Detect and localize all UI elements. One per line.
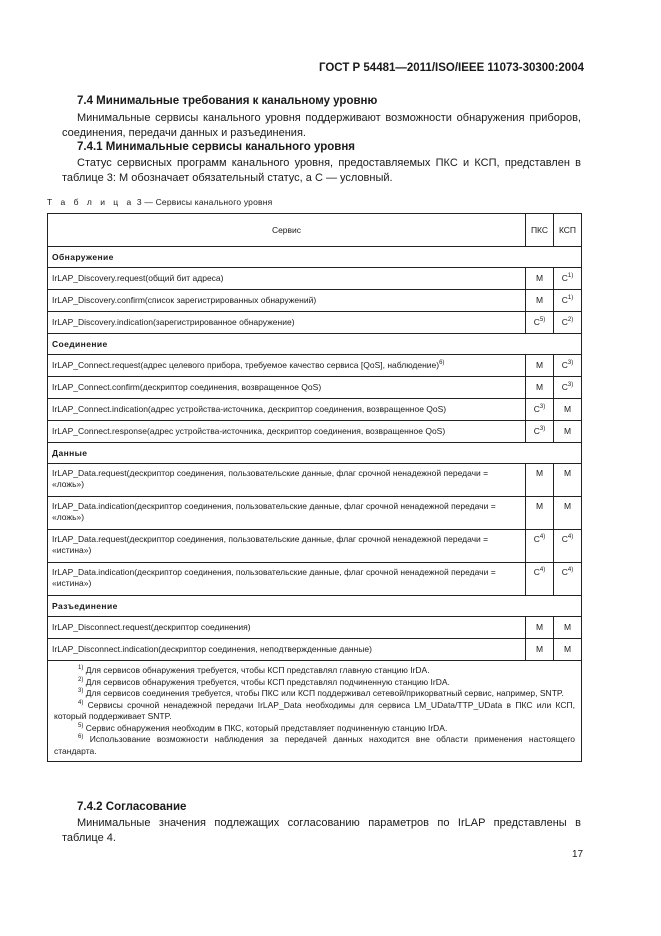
table-row [48,497,582,530]
service-name: IrLAP_Connect.request(адрес целевого прибора, требуемое качество сервиса [QoS], наблюдение) [52,360,440,370]
service-name: IrLAP_Data.request(дескриптор соединения, пользовательские данные, флаг срочной ненадежной передачи = «ложь») [52,468,489,489]
status-value: C [561,295,568,305]
status-value: C [533,567,540,577]
group-row [48,443,582,464]
status-value: C [561,317,568,327]
ksp-status-cell [554,617,582,639]
section-7-4-title: 7.4 Минимальные требования к канальному уровню [77,95,378,107]
service-cell [48,421,526,443]
footnote-ref: 5) [539,317,546,324]
footnote-ref: 4) [567,567,574,574]
group-row [48,247,582,268]
footnote-number: 3) [78,688,84,695]
header-ksp: КСП [554,214,582,247]
footnote-text: Для сервисов обнаружения требуется, чтобы КСП представлял главную станцию IrDA. [85,665,430,675]
table-row [48,617,582,639]
ksp-status-cell [554,355,582,377]
footnote-ref: 3) [539,426,546,433]
section-7-4-1-title: 7.4.1 Минимальные сервисы канального уровня [77,141,356,153]
service-cell [48,639,526,661]
ksp-status-cell [554,421,582,443]
pks-status-cell [526,639,554,661]
status-value: M [535,622,544,632]
service-cell [48,268,526,290]
service-cell [48,530,526,563]
pks-status-cell [526,399,554,421]
section-7-4-1-body: Статус сервисных программ канального уровня, предоставляемых ПКС и КСП, представлен в таблице 3: M обозначает обязательный статус, а C — условный. [62,157,581,184]
header-service: Сервис [48,214,526,247]
service-cell [48,355,526,377]
footnote-ref: 1) [567,295,574,302]
notes-row [48,661,582,762]
status-value: M [535,360,544,370]
footnote-text: Для сервисов обнаружения требуется, чтобы КСП представлял подчиненную станцию IrDA. [85,676,450,687]
pks-status-cell [526,464,554,497]
status-value: M [563,468,572,478]
footnote-ref: 4) [567,534,574,541]
footnote-number: 6) [78,734,84,741]
status-value: C [533,534,540,544]
footnote [54,723,575,735]
pks-status-cell [526,355,554,377]
service-cell [48,290,526,312]
group-row [48,596,582,617]
status-value: M [563,644,572,654]
service-name: IrLAP_Connect.response(адрес устройства-источника, дескриптор соединения, возвращенное QoS) [52,426,446,436]
table-caption-text: 3 — Сервисы канального уровня [136,197,273,207]
group-label: Разъединение [48,596,582,617]
ksp-status-cell [554,639,582,661]
service-name: IrLAP_Connect.indication(адрес устройства-источника, дескриптор соединения, возвращенное QoS) [52,404,447,414]
status-value: C [533,426,540,436]
ksp-status-cell [554,290,582,312]
section-7-4-2-title: 7.4.2 Согласование [77,801,187,813]
table-row [48,355,582,377]
status-value: C [561,567,568,577]
footnote-ref: 3) [567,382,574,389]
footnote-ref: 2) [567,317,574,324]
group-row [48,334,582,355]
footnote-ref: 6) [439,360,445,367]
table-row [48,290,582,312]
footnote [54,734,575,757]
pks-status-cell [526,312,554,334]
service-cell [48,312,526,334]
service-cell [48,377,526,399]
pks-status-cell [526,617,554,639]
footnote-ref: 4) [539,534,546,541]
service-cell [48,563,526,596]
services-table [47,213,582,762]
table-row [48,268,582,290]
ksp-status-cell [554,497,582,530]
service-name: IrLAP_Data.indication(дескриптор соединения, пользовательские данные, флаг срочной ненадежной передачи = «истина») [52,567,496,588]
footnote-ref: 1) [567,273,574,280]
status-value: C [561,273,568,283]
status-value: M [535,273,544,283]
service-cell [48,464,526,497]
service-name: IrLAP_Connect.confirm(дескриптор соединения, возвращенное QoS) [52,382,322,392]
table-row [48,639,582,661]
pks-status-cell [526,497,554,530]
status-value: M [535,644,544,654]
footnote-number: 5) [78,722,84,729]
service-name: IrLAP_Data.request(дескриптор соединения, пользовательские данные, флаг срочной ненадежной передачи = «истина») [52,534,489,555]
document-header: ГОСТ Р 54481—2011/ISO/IEEE 11073-30300:2004 [318,62,584,74]
service-cell [48,617,526,639]
status-value: M [535,382,544,392]
pks-status-cell [526,290,554,312]
service-name: IrLAP_Discovery.request(общий бит адреса) [52,273,224,283]
service-name: IrLAP_Disconnect.request(дескриптор соединения) [52,622,251,632]
status-value: C [533,317,540,327]
table-row [48,563,582,596]
section-7-4-text [62,111,581,141]
ksp-status-cell [554,268,582,290]
page-number: 17 [572,849,584,860]
group-label: Соединение [48,334,582,355]
ksp-status-cell [554,399,582,421]
pks-status-cell [526,563,554,596]
footnote-ref: 3) [539,404,546,411]
ksp-status-cell [554,312,582,334]
table-row [48,421,582,443]
footnote-text: Для сервисов соединения требуется, чтобы ПКС или КСП поддерживал сетевой/прикорватный сервис, например, SNTP. [85,688,564,698]
footnote-number: 1) [78,665,84,672]
footnote-text: Использование возможности наблюдения за передачей данных находится вне области применения настоящего стандарта. [54,734,575,756]
service-cell [48,497,526,530]
status-value: M [563,404,572,414]
pks-status-cell [526,530,554,563]
table-row [48,377,582,399]
service-name: IrLAP_Discovery.indication(зарегистрированное обнаружение) [52,317,295,327]
footnote-number: 4) [78,699,84,706]
section-7-4-2-text [62,816,581,846]
service-name: IrLAP_Disconnect.indication(дескриптор соединения, неподтвержденные данные) [52,644,372,654]
service-name: IrLAP_Data.indication(дескриптор соединения, пользовательские данные, флаг срочной ненадежной передачи = «ложь») [52,501,496,522]
footnote-ref: 3) [567,360,574,367]
section-7-4-2-body: Минимальные значения подлежащих согласованию параметров по IrLAP представлены в таблице 4. [62,817,581,844]
status-value: M [535,295,544,305]
ksp-status-cell [554,563,582,596]
footnote [54,688,575,700]
footnote [54,677,575,689]
status-value: C [533,404,540,414]
pks-status-cell [526,377,554,399]
ksp-status-cell [554,530,582,563]
footnote-ref: 4) [539,567,546,574]
ksp-status-cell [554,464,582,497]
pks-status-cell [526,421,554,443]
notes-cell [48,661,582,762]
footnote-text: Сервис обнаружения необходим в ПКС, который представляет подчиненную станцию IrDA. [85,722,448,733]
section-7-4-1-text [62,156,581,186]
group-label: Обнаружение [48,247,582,268]
pks-status-cell [526,268,554,290]
services-table-body [48,214,582,762]
footnote-number: 2) [78,676,84,683]
table-row [48,530,582,563]
service-cell [48,399,526,421]
status-value: M [563,501,572,511]
table-caption [47,197,272,207]
status-value: M [563,426,572,436]
status-value: C [561,382,568,392]
ksp-status-cell [554,377,582,399]
table-caption-prefix: Т а б л и ц а [47,197,135,207]
footnote [54,700,575,723]
table-row [48,464,582,497]
footnote [54,665,575,677]
table-header-row [48,214,582,247]
status-value: C [561,534,568,544]
service-name: IrLAP_Discovery.confirm(список зарегистрированных обнаружений) [52,295,317,305]
table-row [48,399,582,421]
section-7-4-body: Минимальные сервисы канального уровня поддерживают возможности обнаружения приборов, соединения, передачи данных и разъединения. [62,112,581,139]
footnote-text: Сервисы срочной ненадежной передачи IrLAP_Data необходимы для сервиса LM_UData/TTP_UData в ПКС или КСП, который поддерживает SNTP. [54,699,575,721]
status-value: M [563,622,572,632]
table-row [48,312,582,334]
status-value: C [561,360,568,370]
header-pks: ПКС [526,214,554,247]
status-value: M [535,468,544,478]
status-value: M [535,501,544,511]
group-label: Данные [48,443,582,464]
